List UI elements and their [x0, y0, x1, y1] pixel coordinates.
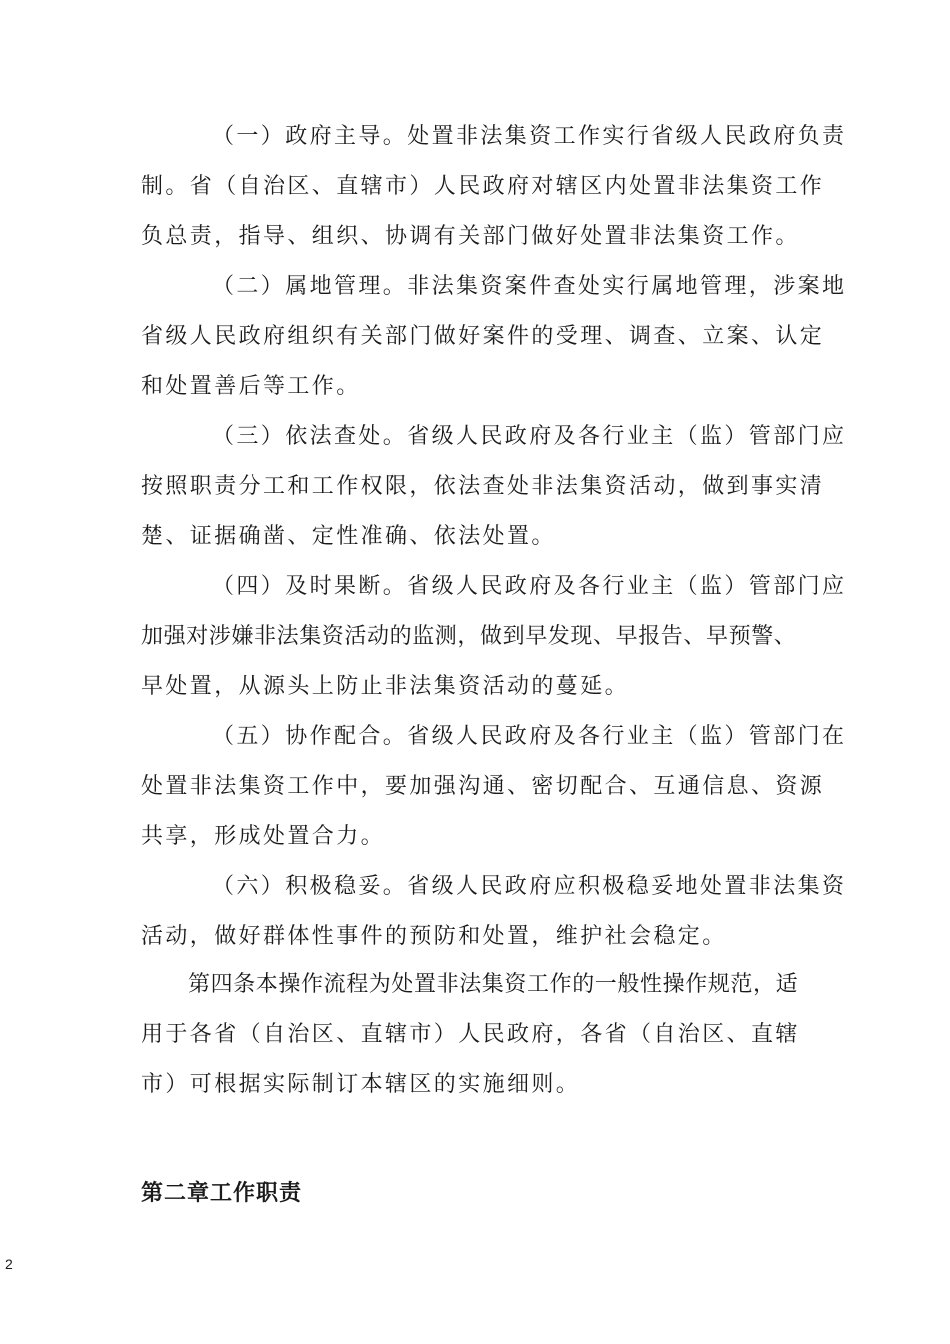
- paragraph-5-line-1: （五）协作配合。省级人民政府及各行业主（监）管部门在: [212, 724, 847, 749]
- paragraph-4-line-1: （四）及时果断。省级人民政府及各行业主（监）管部门应: [212, 574, 847, 599]
- paragraph-1-line-1: （一）政府主导。处置非法集资工作实行省级人民政府负责: [212, 124, 847, 149]
- paragraph-3-line-1: （三）依法查处。省级人民政府及各行业主（监）管部门应: [212, 424, 847, 449]
- paragraph-1-line-3: 负总责，指导、组织、协调有关部门做好处置非法集资工作。: [141, 224, 800, 249]
- article-4-line-2: 用于各省（自治区、直辖市）人民政府，各省（自治区、直辖: [141, 1022, 800, 1047]
- paragraph-5-line-2: 处置非法集资工作中，要加强沟通、密切配合、互通信息、资源: [141, 774, 825, 799]
- paragraph-4-line-3: 早处置，从源头上防止非法集资活动的蔓延。: [141, 674, 630, 699]
- article-4-line-1: 第四条本操作流程为处置非法集资工作的一般性操作规范，适: [188, 972, 799, 997]
- paragraph-1-line-2: 制。省（自治区、直辖市）人民政府对辖区内处置非法集资工作: [141, 174, 825, 199]
- paragraph-4-line-2: 加强对涉嫌非法集资活动的监测，做到早发现、早报告、早预警、: [141, 624, 797, 649]
- paragraph-6-line-1: （六）积极稳妥。省级人民政府应积极稳妥地处置非法集资: [212, 874, 847, 899]
- paragraph-2-line-1: （二）属地管理。非法集资案件查处实行属地管理，涉案地: [212, 274, 847, 299]
- paragraph-2-line-3: 和处置善后等工作。: [141, 374, 361, 399]
- paragraph-2-line-2: 省级人民政府组织有关部门做好案件的受理、调查、立案、认定: [141, 324, 825, 349]
- article-4-line-3: 市）可根据实际制订本辖区的实施细则。: [141, 1072, 581, 1097]
- page-number: 2: [5, 1256, 13, 1272]
- paragraph-3-line-3: 楚、证据确凿、定性准确、依法处置。: [141, 524, 556, 549]
- paragraph-6-line-2: 活动，做好群体性事件的预防和处置，维护社会稳定。: [141, 924, 727, 949]
- paragraph-5-line-3: 共享，形成处置合力。: [141, 824, 386, 849]
- paragraph-3-line-2: 按照职责分工和工作权限，依法查处非法集资活动，做到事实清: [141, 474, 825, 499]
- chapter-heading: 第二章工作职责: [141, 1180, 303, 1206]
